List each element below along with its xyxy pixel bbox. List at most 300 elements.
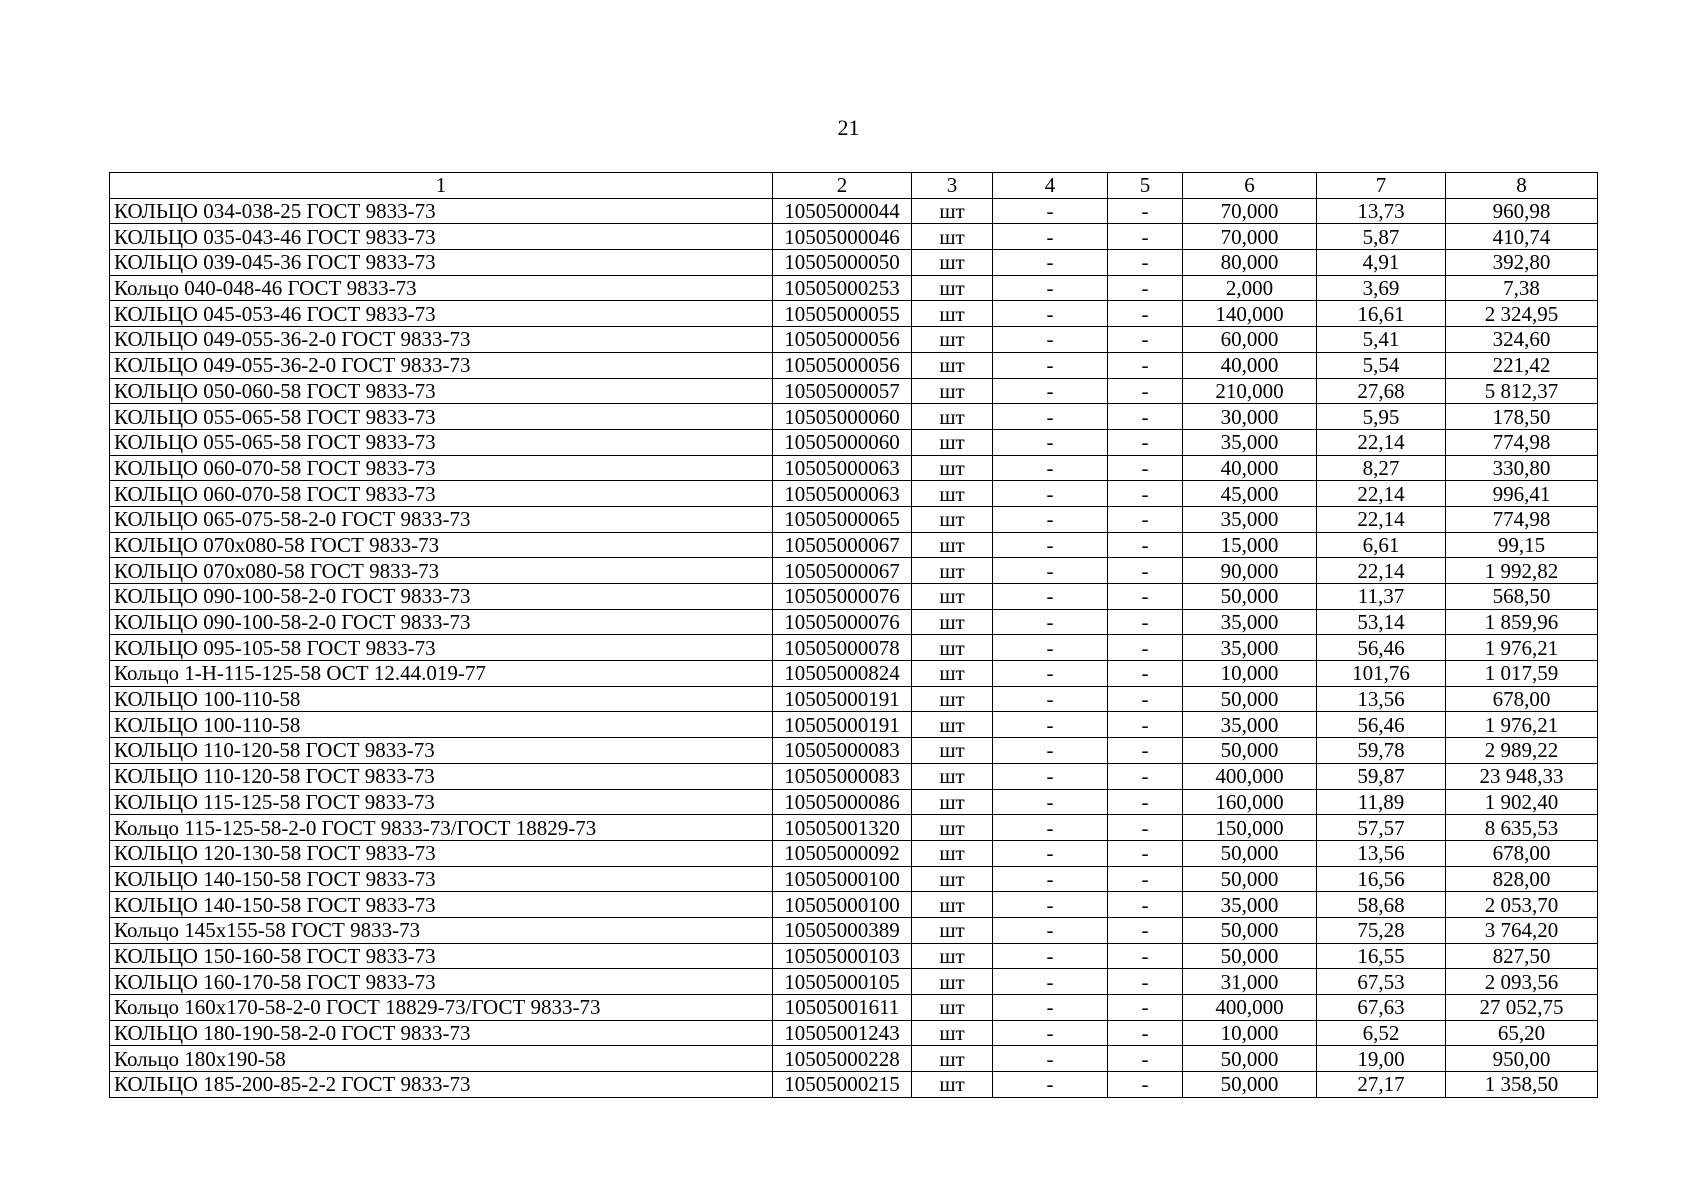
quantity-cell: 35,000 (1183, 712, 1317, 738)
item-code-cell: 10505000086 (773, 789, 912, 815)
item-code-cell: 10505000056 (773, 352, 912, 378)
item-code-cell: 10505000100 (773, 866, 912, 892)
quantity-cell: 60,000 (1183, 327, 1317, 353)
item-code-cell: 10505000228 (773, 1046, 912, 1072)
item-code-cell: 10505000056 (773, 327, 912, 353)
table-row (110, 686, 1598, 712)
unit-cell: шт (912, 815, 993, 841)
table-row (110, 378, 1598, 404)
sum-cell: 99,15 (1446, 532, 1598, 558)
unit-cell: шт (912, 558, 993, 584)
sum-cell: 2 324,95 (1446, 301, 1598, 327)
item-code-cell: 10505000060 (773, 429, 912, 455)
unit-cell: шт (912, 532, 993, 558)
col4-cell: - (993, 635, 1108, 661)
unit-cell: шт (912, 969, 993, 995)
price-cell: 11,89 (1317, 789, 1446, 815)
item-name-cell: Кольцо 180х190-58 (110, 1046, 773, 1072)
col5-cell: - (1108, 1072, 1183, 1098)
sum-cell: 2 053,70 (1446, 892, 1598, 918)
col5-cell: - (1108, 532, 1183, 558)
item-name-cell: КОЛЬЦО 100-110-58 (110, 686, 773, 712)
col4-cell: - (993, 558, 1108, 584)
table-row (110, 892, 1598, 918)
price-cell: 4,91 (1317, 250, 1446, 276)
sum-cell: 950,00 (1446, 1046, 1598, 1072)
sum-cell: 2 989,22 (1446, 738, 1598, 764)
table-row (110, 250, 1598, 276)
price-cell: 58,68 (1317, 892, 1446, 918)
table-row (110, 840, 1598, 866)
column-header: 8 (1446, 173, 1598, 199)
item-name-cell: КОЛЬЦО 049-055-36-2-0 ГОСТ 9833-73 (110, 352, 773, 378)
table-row (110, 327, 1598, 353)
item-name-cell: КОЛЬЦО 140-150-58 ГОСТ 9833-73 (110, 866, 773, 892)
price-cell: 53,14 (1317, 609, 1446, 635)
item-name-cell: КОЛЬЦО 110-120-58 ГОСТ 9833-73 (110, 738, 773, 764)
sum-cell: 324,60 (1446, 327, 1598, 353)
col4-cell: - (993, 250, 1108, 276)
price-cell: 6,52 (1317, 1020, 1446, 1046)
price-cell: 22,14 (1317, 558, 1446, 584)
table-row (110, 917, 1598, 943)
unit-cell: шт (912, 917, 993, 943)
item-name-cell: КОЛЬЦО 045-053-46 ГОСТ 9833-73 (110, 301, 773, 327)
col5-cell: - (1108, 224, 1183, 250)
quantity-cell: 50,000 (1183, 917, 1317, 943)
item-code-cell: 10505000100 (773, 892, 912, 918)
table-row (110, 763, 1598, 789)
unit-cell: шт (912, 481, 993, 507)
sum-cell: 774,98 (1446, 429, 1598, 455)
quantity-cell: 80,000 (1183, 250, 1317, 276)
col5-cell: - (1108, 917, 1183, 943)
item-name-cell: КОЛЬЦО 035-043-46 ГОСТ 9833-73 (110, 224, 773, 250)
col4-cell: - (993, 429, 1108, 455)
col4-cell: - (993, 763, 1108, 789)
item-code-cell: 10505001320 (773, 815, 912, 841)
col5-cell: - (1108, 378, 1183, 404)
item-name-cell: Кольцо 040-048-46 ГОСТ 9833-73 (110, 275, 773, 301)
item-name-cell: КОЛЬЦО 185-200-85-2-2 ГОСТ 9833-73 (110, 1072, 773, 1098)
unit-cell: шт (912, 712, 993, 738)
col5-cell: - (1108, 275, 1183, 301)
sum-cell: 65,20 (1446, 1020, 1598, 1046)
item-code-cell: 10505000065 (773, 506, 912, 532)
item-code-cell: 10505000067 (773, 558, 912, 584)
item-code-cell: 10505000063 (773, 455, 912, 481)
item-name-cell: КОЛЬЦО 070х080-58 ГОСТ 9833-73 (110, 532, 773, 558)
col5-cell: - (1108, 1020, 1183, 1046)
table-row (110, 429, 1598, 455)
table-row (110, 609, 1598, 635)
quantity-cell: 40,000 (1183, 352, 1317, 378)
quantity-cell: 31,000 (1183, 969, 1317, 995)
col5-cell: - (1108, 892, 1183, 918)
quantity-cell: 50,000 (1183, 584, 1317, 610)
item-name-cell: КОЛЬЦО 090-100-58-2-0 ГОСТ 9833-73 (110, 584, 773, 610)
col4-cell: - (993, 738, 1108, 764)
sum-cell: 828,00 (1446, 866, 1598, 892)
item-code-cell: 10505000389 (773, 917, 912, 943)
sum-cell: 27 052,75 (1446, 995, 1598, 1021)
item-name-cell: КОЛЬЦО 120-130-58 ГОСТ 9833-73 (110, 840, 773, 866)
table-row (110, 584, 1598, 610)
sum-cell: 410,74 (1446, 224, 1598, 250)
unit-cell: шт (912, 995, 993, 1021)
item-code-cell: 10505000076 (773, 609, 912, 635)
quantity-cell: 10,000 (1183, 661, 1317, 687)
table-row (110, 455, 1598, 481)
unit-cell: шт (912, 866, 993, 892)
unit-cell: шт (912, 301, 993, 327)
item-name-cell: Кольцо 160х170-58-2-0 ГОСТ 18829-73/ГОСТ 9833-73 (110, 995, 773, 1021)
col4-cell: - (993, 1046, 1108, 1072)
item-code-cell: 10505000076 (773, 584, 912, 610)
col4-cell: - (993, 352, 1108, 378)
item-code-cell: 10505000105 (773, 969, 912, 995)
item-name-cell: КОЛЬЦО 110-120-58 ГОСТ 9833-73 (110, 763, 773, 789)
price-cell: 16,61 (1317, 301, 1446, 327)
table-row (110, 558, 1598, 584)
item-name-cell: КОЛЬЦО 049-055-36-2-0 ГОСТ 9833-73 (110, 327, 773, 353)
quantity-cell: 160,000 (1183, 789, 1317, 815)
unit-cell: шт (912, 943, 993, 969)
item-code-cell: 10505000083 (773, 738, 912, 764)
col4-cell: - (993, 892, 1108, 918)
unit-cell: шт (912, 455, 993, 481)
price-cell: 22,14 (1317, 429, 1446, 455)
sum-cell: 960,98 (1446, 198, 1598, 224)
item-code-cell: 10505000824 (773, 661, 912, 687)
table-row (110, 943, 1598, 969)
col4-cell: - (993, 224, 1108, 250)
column-header: 1 (110, 173, 773, 199)
item-name-cell: КОЛЬЦО 055-065-58 ГОСТ 9833-73 (110, 404, 773, 430)
col4-cell: - (993, 1072, 1108, 1098)
sum-cell: 1 859,96 (1446, 609, 1598, 635)
item-code-cell: 10505000215 (773, 1072, 912, 1098)
sum-cell: 7,38 (1446, 275, 1598, 301)
sum-cell: 2 093,56 (1446, 969, 1598, 995)
col4-cell: - (993, 661, 1108, 687)
item-name-cell: КОЛЬЦО 060-070-58 ГОСТ 9833-73 (110, 481, 773, 507)
price-cell: 75,28 (1317, 917, 1446, 943)
unit-cell: шт (912, 250, 993, 276)
unit-cell: шт (912, 327, 993, 353)
table-row (110, 1046, 1598, 1072)
unit-cell: шт (912, 686, 993, 712)
quantity-cell: 70,000 (1183, 198, 1317, 224)
table-row (110, 198, 1598, 224)
table-row (110, 532, 1598, 558)
price-cell: 8,27 (1317, 455, 1446, 481)
column-header: 3 (912, 173, 993, 199)
quantity-cell: 50,000 (1183, 1046, 1317, 1072)
item-code-cell: 10505000103 (773, 943, 912, 969)
unit-cell: шт (912, 609, 993, 635)
item-name-cell: КОЛЬЦО 100-110-58 (110, 712, 773, 738)
col4-cell: - (993, 609, 1108, 635)
price-cell: 6,61 (1317, 532, 1446, 558)
col5-cell: - (1108, 352, 1183, 378)
table-row (110, 506, 1598, 532)
price-cell: 5,87 (1317, 224, 1446, 250)
col5-cell: - (1108, 763, 1183, 789)
unit-cell: шт (912, 429, 993, 455)
quantity-cell: 35,000 (1183, 609, 1317, 635)
item-code-cell: 10505000046 (773, 224, 912, 250)
column-header: 2 (773, 173, 912, 199)
col5-cell: - (1108, 429, 1183, 455)
item-name-cell: Кольцо 115-125-58-2-0 ГОСТ 9833-73/ГОСТ 18829-73 (110, 815, 773, 841)
items-table (109, 172, 1598, 1098)
unit-cell: шт (912, 789, 993, 815)
quantity-cell: 210,000 (1183, 378, 1317, 404)
unit-cell: шт (912, 635, 993, 661)
price-cell: 27,17 (1317, 1072, 1446, 1098)
table-body (110, 173, 1598, 1098)
quantity-cell: 15,000 (1183, 532, 1317, 558)
col5-cell: - (1108, 969, 1183, 995)
item-code-cell: 10505000092 (773, 840, 912, 866)
sum-cell: 330,80 (1446, 455, 1598, 481)
col5-cell: - (1108, 995, 1183, 1021)
sum-cell: 3 764,20 (1446, 917, 1598, 943)
price-cell: 22,14 (1317, 481, 1446, 507)
item-name-cell: Кольцо 1-Н-115-125-58 ОСТ 12.44.019-77 (110, 661, 773, 687)
col5-cell: - (1108, 584, 1183, 610)
item-name-cell: КОЛЬЦО 140-150-58 ГОСТ 9833-73 (110, 892, 773, 918)
unit-cell: шт (912, 738, 993, 764)
quantity-cell: 35,000 (1183, 506, 1317, 532)
col4-cell: - (993, 301, 1108, 327)
sum-cell: 678,00 (1446, 686, 1598, 712)
table-row (110, 1072, 1598, 1098)
col5-cell: - (1108, 481, 1183, 507)
item-name-cell: КОЛЬЦО 090-100-58-2-0 ГОСТ 9833-73 (110, 609, 773, 635)
unit-cell: шт (912, 198, 993, 224)
quantity-cell: 150,000 (1183, 815, 1317, 841)
col5-cell: - (1108, 1046, 1183, 1072)
col4-cell: - (993, 1020, 1108, 1046)
quantity-cell: 30,000 (1183, 404, 1317, 430)
sum-cell: 827,50 (1446, 943, 1598, 969)
price-cell: 101,76 (1317, 661, 1446, 687)
item-name-cell: КОЛЬЦО 115-125-58 ГОСТ 9833-73 (110, 789, 773, 815)
price-cell: 57,57 (1317, 815, 1446, 841)
price-cell: 5,41 (1317, 327, 1446, 353)
item-code-cell: 10505000083 (773, 763, 912, 789)
col5-cell: - (1108, 558, 1183, 584)
table-row (110, 275, 1598, 301)
item-code-cell: 10505001611 (773, 995, 912, 1021)
unit-cell: шт (912, 224, 993, 250)
price-cell: 16,56 (1317, 866, 1446, 892)
item-code-cell: 10505000191 (773, 686, 912, 712)
quantity-cell: 10,000 (1183, 1020, 1317, 1046)
col4-cell: - (993, 789, 1108, 815)
unit-cell: шт (912, 1072, 993, 1098)
col4-cell: - (993, 969, 1108, 995)
sum-cell: 1 902,40 (1446, 789, 1598, 815)
sum-cell: 774,98 (1446, 506, 1598, 532)
col5-cell: - (1108, 455, 1183, 481)
unit-cell: шт (912, 892, 993, 918)
item-name-cell: КОЛЬЦО 050-060-58 ГОСТ 9833-73 (110, 378, 773, 404)
col5-cell: - (1108, 250, 1183, 276)
item-name-cell: КОЛЬЦО 060-070-58 ГОСТ 9833-73 (110, 455, 773, 481)
unit-cell: шт (912, 378, 993, 404)
table-row (110, 404, 1598, 430)
col4-cell: - (993, 275, 1108, 301)
price-cell: 27,68 (1317, 378, 1446, 404)
sum-cell: 1 017,59 (1446, 661, 1598, 687)
col5-cell: - (1108, 327, 1183, 353)
col5-cell: - (1108, 712, 1183, 738)
table-row (110, 301, 1598, 327)
item-code-cell: 10505000191 (773, 712, 912, 738)
col4-cell: - (993, 995, 1108, 1021)
price-cell: 56,46 (1317, 712, 1446, 738)
price-cell: 13,56 (1317, 686, 1446, 712)
unit-cell: шт (912, 275, 993, 301)
item-code-cell: 10505000067 (773, 532, 912, 558)
price-cell: 16,55 (1317, 943, 1446, 969)
col4-cell: - (993, 404, 1108, 430)
quantity-cell: 50,000 (1183, 738, 1317, 764)
col4-cell: - (993, 712, 1108, 738)
col5-cell: - (1108, 815, 1183, 841)
page-number: 21 (837, 115, 860, 140)
item-code-cell: 10505000055 (773, 301, 912, 327)
sum-cell: 568,50 (1446, 584, 1598, 610)
item-name-cell: КОЛЬЦО 065-075-58-2-0 ГОСТ 9833-73 (110, 506, 773, 532)
col5-cell: - (1108, 686, 1183, 712)
column-header: 7 (1317, 173, 1446, 199)
table-row (110, 712, 1598, 738)
table-row (110, 995, 1598, 1021)
item-code-cell: 10505001243 (773, 1020, 912, 1046)
item-name-cell: КОЛЬЦО 180-190-58-2-0 ГОСТ 9833-73 (110, 1020, 773, 1046)
item-code-cell: 10505000057 (773, 378, 912, 404)
table-row (110, 969, 1598, 995)
price-cell: 67,63 (1317, 995, 1446, 1021)
sum-cell: 1 358,50 (1446, 1072, 1598, 1098)
col5-cell: - (1108, 866, 1183, 892)
quantity-cell: 50,000 (1183, 866, 1317, 892)
table-row (110, 635, 1598, 661)
table-row (110, 224, 1598, 250)
col4-cell: - (993, 378, 1108, 404)
item-name-cell: КОЛЬЦО 070х080-58 ГОСТ 9833-73 (110, 558, 773, 584)
col4-cell: - (993, 532, 1108, 558)
col4-cell: - (993, 198, 1108, 224)
unit-cell: шт (912, 506, 993, 532)
item-code-cell: 10505000063 (773, 481, 912, 507)
column-header: 4 (993, 173, 1108, 199)
col4-cell: - (993, 815, 1108, 841)
item-code-cell: 10505000078 (773, 635, 912, 661)
sum-cell: 221,42 (1446, 352, 1598, 378)
col5-cell: - (1108, 789, 1183, 815)
table-row (110, 815, 1598, 841)
sum-cell: 1 976,21 (1446, 635, 1598, 661)
table-row (110, 866, 1598, 892)
table-row (110, 789, 1598, 815)
unit-cell: шт (912, 1046, 993, 1072)
column-header: 6 (1183, 173, 1317, 199)
quantity-cell: 400,000 (1183, 763, 1317, 789)
quantity-cell: 50,000 (1183, 686, 1317, 712)
quantity-cell: 35,000 (1183, 429, 1317, 455)
price-cell: 13,56 (1317, 840, 1446, 866)
unit-cell: шт (912, 763, 993, 789)
unit-cell: шт (912, 840, 993, 866)
col4-cell: - (993, 943, 1108, 969)
price-cell: 3,69 (1317, 275, 1446, 301)
price-cell: 5,54 (1317, 352, 1446, 378)
sum-cell: 1 992,82 (1446, 558, 1598, 584)
item-name-cell: КОЛЬЦО 150-160-58 ГОСТ 9833-73 (110, 943, 773, 969)
item-name-cell: КОЛЬЦО 039-045-36 ГОСТ 9833-73 (110, 250, 773, 276)
table-row (110, 352, 1598, 378)
quantity-cell: 40,000 (1183, 455, 1317, 481)
col5-cell: - (1108, 738, 1183, 764)
table-row (110, 481, 1598, 507)
col5-cell: - (1108, 198, 1183, 224)
price-cell: 59,78 (1317, 738, 1446, 764)
table-row (110, 738, 1598, 764)
col4-cell: - (993, 327, 1108, 353)
quantity-cell: 45,000 (1183, 481, 1317, 507)
unit-cell: шт (912, 404, 993, 430)
price-cell: 13,73 (1317, 198, 1446, 224)
sum-cell: 23 948,33 (1446, 763, 1598, 789)
sum-cell: 1 976,21 (1446, 712, 1598, 738)
table-row (110, 1020, 1598, 1046)
quantity-cell: 50,000 (1183, 840, 1317, 866)
unit-cell: шт (912, 1020, 993, 1046)
sum-cell: 996,41 (1446, 481, 1598, 507)
table-header-row (110, 173, 1598, 199)
sum-cell: 392,80 (1446, 250, 1598, 276)
item-code-cell: 10505000044 (773, 198, 912, 224)
column-header: 5 (1108, 173, 1183, 199)
col4-cell: - (993, 917, 1108, 943)
item-name-cell: КОЛЬЦО 055-065-58 ГОСТ 9833-73 (110, 429, 773, 455)
sum-cell: 678,00 (1446, 840, 1598, 866)
price-cell: 67,53 (1317, 969, 1446, 995)
unit-cell: шт (912, 352, 993, 378)
price-cell: 5,95 (1317, 404, 1446, 430)
item-name-cell: КОЛЬЦО 095-105-58 ГОСТ 9833-73 (110, 635, 773, 661)
col5-cell: - (1108, 609, 1183, 635)
price-cell: 19,00 (1317, 1046, 1446, 1072)
quantity-cell: 50,000 (1183, 1072, 1317, 1098)
price-cell: 22,14 (1317, 506, 1446, 532)
quantity-cell: 400,000 (1183, 995, 1317, 1021)
col4-cell: - (993, 584, 1108, 610)
sum-cell: 178,50 (1446, 404, 1598, 430)
price-cell: 11,37 (1317, 584, 1446, 610)
col5-cell: - (1108, 635, 1183, 661)
item-name-cell: КОЛЬЦО 160-170-58 ГОСТ 9833-73 (110, 969, 773, 995)
col5-cell: - (1108, 943, 1183, 969)
sum-cell: 8 635,53 (1446, 815, 1598, 841)
col4-cell: - (993, 866, 1108, 892)
col4-cell: - (993, 506, 1108, 532)
